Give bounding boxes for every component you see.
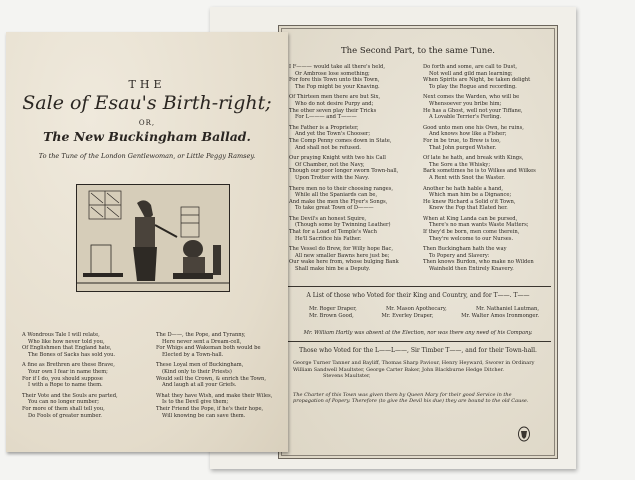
verse-line: Who like how never told you,: [28, 338, 105, 345]
stanza: [423, 155, 547, 181]
verse-line: Though our poor longer sworn Town-hall,: [289, 168, 399, 175]
verse-line: Whensoever you bribe him;: [429, 100, 502, 107]
voter-name: Mr. Roger Draper,: [309, 306, 357, 312]
stanza: [423, 246, 547, 272]
verse-line: If they'd be born, men come therein,: [423, 229, 520, 236]
divider-rule: [285, 286, 551, 287]
charter-note: The Charter of this Town was given them by Queen Mary for their good Service in the propagation of Popery. Therefore (to give the Devil his due) they are bound to the old Cause.: [293, 392, 529, 405]
verse-line: What they have Wish, and make their Wiles,: [156, 392, 273, 399]
stanza: [156, 332, 274, 358]
verse-line: The Comp Penny comes down in State,: [289, 137, 392, 144]
verse-line: While all the Spaniards can be,: [295, 192, 378, 199]
verse-line: A fine as Brethren are these Brave,: [22, 362, 115, 369]
right-paper-page: [278, 25, 558, 459]
verse-line: Our praying Knight with two his Call: [289, 155, 386, 162]
verse-line: They're welcome to our Nurses.: [429, 235, 514, 242]
verse-column-left: [22, 332, 140, 423]
stanza: [423, 186, 547, 212]
verse-line: Elected by a Town-hall.: [162, 351, 224, 358]
verse-line: For L——— and T———: [295, 114, 357, 121]
stanza: [289, 246, 413, 272]
verse-line: Is to the Devil give them;: [162, 399, 229, 406]
verse-line: Here never sent a Dream-cell,: [162, 338, 242, 345]
verse-line: Upon Trotter with the Navy.: [295, 174, 370, 181]
verse-line: Of Englishmen that England hate,: [22, 345, 112, 352]
ballad-subtitle: The New Buckingham Ballad.: [43, 129, 251, 144]
tune-line: To the Tune of the London Gentlewoman, or Little Peggy Ramsey.: [38, 152, 256, 160]
verse-line: Next comes the Warden, who will be: [423, 94, 520, 101]
verse-line: When Spirits are Night, be taken delight: [423, 77, 531, 84]
verse-line: And yet the Town's Chooser;: [295, 131, 371, 138]
second-part-title: The Second Part, to the same Tune.: [341, 46, 495, 56]
voter-name: Mr. Mason Apothecary,: [385, 306, 447, 312]
verse-column-right: [156, 332, 274, 423]
verse-line: Or Ambrose lose something;: [295, 70, 370, 77]
verse-line: (Though some by Twinning Leather): [295, 222, 391, 229]
ballad-title: Sale of Esau's Birth-right;: [22, 92, 272, 114]
verse-line: Knew the Fop that Elated her.: [429, 205, 508, 212]
absent-note: Mr. William Hartly was absent at the Election, nor was there any need of his Company.: [303, 330, 533, 336]
verse-line: The D——, the Pope, and Tyranny,: [156, 332, 246, 338]
verse-line: Will knowing be can save them.: [162, 412, 246, 419]
verse-line: The Vessel do Brew, for Willy hope Bac,: [289, 246, 394, 253]
stanza: [289, 186, 413, 212]
verse-line: Your own I fear in name them;: [28, 368, 108, 375]
verse-line: The Devil's an honest Squire,: [289, 215, 367, 222]
voters-names: [309, 306, 539, 320]
verse-line: Their Friend the Pope, if he's their hope,: [156, 405, 264, 412]
verse-line: Who do not desire Purpy and;: [295, 100, 374, 107]
verse-line: There's no man wants Waste Matters;: [429, 222, 529, 229]
verse-line: Do Fools of greater number.: [28, 412, 102, 419]
title-or: OR,: [138, 119, 156, 127]
verse-line: The Fop might be your Knaving.: [295, 83, 380, 90]
stanza: [156, 362, 274, 388]
verse-line: A Rent with Snot the Waster.: [429, 174, 505, 181]
verse-line: For more of them shall tell you,: [22, 405, 105, 412]
verse-line: And knows how like a Fisher;: [429, 131, 507, 138]
verse-line: A Lovable Terrier's Ferling.: [429, 114, 502, 121]
verse-line: To take great Town of D———: [295, 205, 374, 212]
verse-line: For fore this Town unto this Town,: [289, 77, 380, 84]
voter-name: Mr. Nathaniel Lautman,: [475, 306, 539, 312]
verse-line: Wainheld then Entirely Knavery.: [429, 266, 514, 273]
verse-line: To Popery and Slavery:: [429, 252, 490, 259]
verse-line: He has a Ghost, well not your Tiffane,: [423, 107, 523, 114]
verse-line: And laugh at all your Griefs.: [162, 382, 237, 389]
voter-name: Mr. Walter Amos Ironmonger.: [461, 313, 539, 319]
stanza: [22, 332, 140, 358]
verse-line: Good unto men one his Own, he ruins,: [423, 124, 524, 131]
verse-line: To play the Rogue and recording.: [429, 83, 517, 90]
verse-line: Bark sometimes he is to Wilkes and Wilkes: [423, 168, 536, 175]
voters-row: [309, 306, 539, 313]
verse-line: The Bones of Sacks has sold you.: [28, 351, 116, 358]
verse-line: All new smaller Bawns here just be;: [295, 252, 390, 259]
stanza: [156, 393, 274, 419]
verse-line: Their Vote and the Souls are parted,: [22, 392, 118, 399]
verse-column-right: [423, 64, 547, 277]
stanza: [423, 216, 547, 242]
verse-line: Then Buckingham hath the way: [423, 246, 507, 253]
verse-line: Would sell the Crown, & enrich the Town,: [156, 375, 267, 382]
verse-line: Of Chamber, not the Navy,: [295, 161, 365, 168]
verse-line: The Sore a the Whisky;: [429, 161, 491, 168]
crest-stamp-icon: [517, 426, 531, 442]
verse-line: And shall not be refused.: [295, 144, 361, 151]
verse-line: Of Thirteen men there are but Six,: [289, 94, 381, 101]
verse-line: (Kind only to their Priests): [162, 368, 232, 375]
stanza: [289, 94, 413, 120]
verse-line: Which man him be a Dignance;: [429, 192, 512, 199]
verse-line: The Father is a Proprieter,: [289, 124, 359, 131]
townhall-voters-names: [293, 360, 543, 380]
stanza: [22, 362, 140, 388]
verse-line: Not well and gild man learning;: [429, 70, 513, 77]
verse-line: These Loyal men of Buckingham,: [156, 362, 244, 369]
left-broadsheet: [6, 32, 288, 452]
voters-list-title: A List of those who Voted for their King and Country, and for T——. T——: [306, 292, 530, 299]
woodcut-illustration: [76, 184, 230, 292]
stanza: [289, 155, 413, 181]
verse-line: Of late he hath, and break with Kings,: [423, 155, 524, 162]
verse-line: Then knows Burdon, who make no Wilden: [423, 259, 534, 266]
voters-row: [309, 313, 539, 320]
stanza: [289, 64, 413, 90]
verse-line: Shall make him be a Deputy.: [295, 266, 371, 273]
stanza: [423, 125, 547, 151]
stanza: [289, 125, 413, 151]
verse-line: A Wondrous Tale I will relate,: [22, 332, 100, 338]
stanza: [289, 216, 413, 242]
name-line: William Sandwell Maultster, George Carter Baker, John Blackburne Hedge Ditcher.: [293, 366, 505, 373]
verse-line: When at King Landa can be pursed,: [423, 215, 518, 222]
verse-line: For Whigs and Wakeman both would be: [156, 345, 261, 352]
verse-line: Do forth and some, are call to Dust,: [423, 64, 518, 70]
verse-line: For in be true, to Brew is too,: [423, 137, 501, 144]
divider-rule: [285, 341, 551, 342]
verse-line: That John purged Wisher.: [429, 144, 497, 151]
voter-name: Mr. Everley Draper,: [381, 313, 434, 319]
verse-line: Our wake here from, whose bulging Bank: [289, 259, 399, 266]
verse-line: You can no longer number;: [28, 399, 100, 406]
title-the: THE: [128, 78, 166, 91]
stanza: [22, 393, 140, 419]
verse-line: The other seven play their Tricks: [289, 107, 377, 114]
verse-line: And make the men the Flyer's Songs,: [289, 198, 388, 205]
verse-line: Another he hath hable a hand,: [423, 185, 504, 192]
verse-line: There men no to their choosing ranges,: [289, 185, 394, 192]
verse-line: For if I do, you should suppose: [22, 375, 103, 382]
verse-line: I with a Rope to name them.: [28, 382, 103, 389]
name-line: George Turner Tanner and Bayliff, Thomas Sharp Paviour, Henry Heyward, Sworer in Ordinary: [293, 360, 535, 366]
verse-column-left: [289, 64, 413, 277]
verse-line: That for a Load of Temple's Wach: [289, 229, 377, 236]
stanza: [423, 94, 547, 120]
stanza: [423, 64, 547, 90]
verse-line: I F——— would take all there's held,: [289, 64, 385, 70]
voter-name: Mr. Brown Good,: [309, 313, 354, 319]
verse-line: He'll Sacrifice his Father.: [295, 235, 362, 242]
townhall-voters-title: Those who Voted for the L——L——, Sir Timber T——, and for their Town-hall.: [299, 347, 537, 354]
name-line: Stevens Maultster,: [323, 373, 371, 380]
verse-line: He knew Richard a Solid o'it Town,: [423, 198, 516, 205]
